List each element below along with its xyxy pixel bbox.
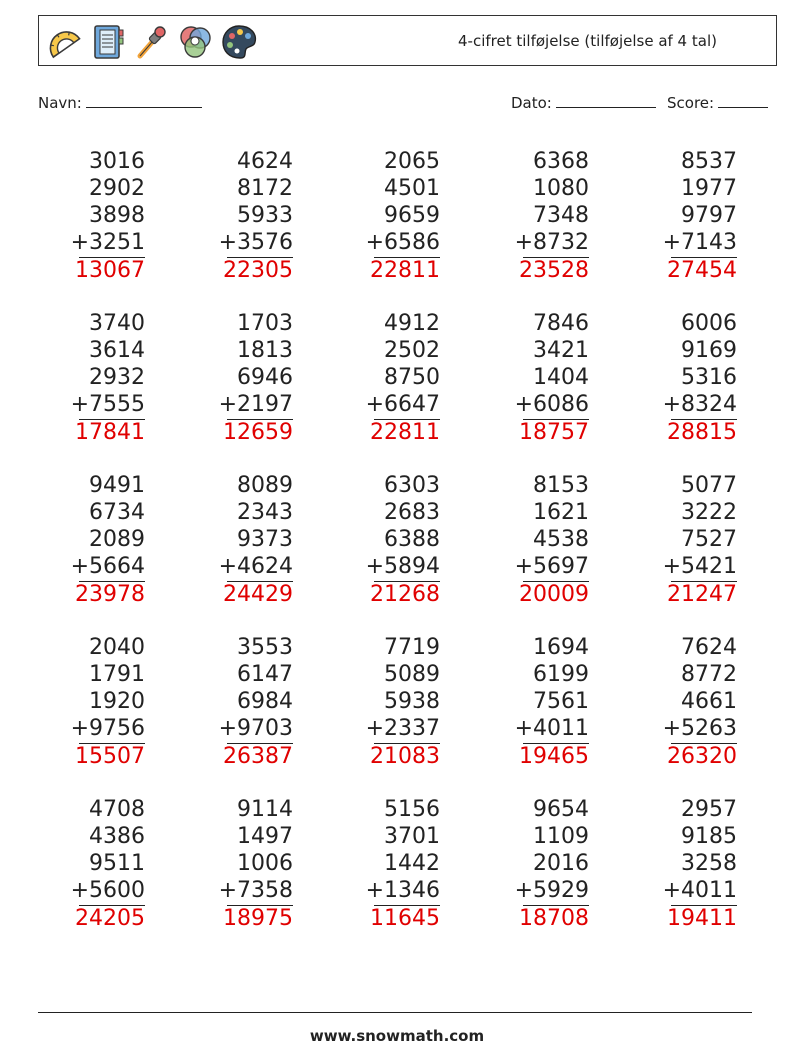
addend: 2343 — [237, 500, 293, 525]
addend-with-plus: +7358 — [218, 878, 293, 903]
addend: 8537 — [681, 149, 737, 174]
addend-with-plus: +8732 — [514, 230, 589, 255]
addend: 5938 — [384, 689, 440, 714]
footer-site: www.snowmath.com — [309, 1027, 485, 1045]
addition-problem — [657, 310, 737, 449]
answer: 18708 — [519, 906, 589, 931]
date-field[interactable] — [511, 93, 656, 112]
addition-problem — [213, 148, 293, 287]
addend: 2957 — [681, 797, 737, 822]
addend: 2016 — [533, 851, 589, 876]
answer: 12659 — [223, 420, 293, 445]
addition-problem — [213, 310, 293, 449]
answer: 21083 — [370, 744, 440, 769]
score-label: Score: — [667, 94, 715, 112]
addend: 1109 — [533, 824, 589, 849]
addend: 1080 — [533, 176, 589, 201]
answer: 23978 — [75, 582, 145, 607]
addend: 5089 — [384, 662, 440, 687]
answer: 22305 — [223, 258, 293, 283]
answer: 19411 — [667, 906, 737, 931]
addend: 7719 — [384, 635, 440, 660]
answer: 27454 — [667, 258, 737, 283]
addend-with-plus: +5664 — [70, 554, 145, 579]
notebook-icon — [87, 21, 127, 63]
addend: 4661 — [681, 689, 737, 714]
addend: 9797 — [681, 203, 737, 228]
addend: 2932 — [89, 365, 145, 390]
addend-with-plus: +5263 — [662, 716, 737, 741]
addend: 8772 — [681, 662, 737, 687]
addend: 4386 — [89, 824, 145, 849]
addend: 4624 — [237, 149, 293, 174]
addend: 7846 — [533, 311, 589, 336]
addend: 9654 — [533, 797, 589, 822]
addition-problem — [360, 310, 440, 449]
addend-with-plus: +8324 — [662, 392, 737, 417]
addend-with-plus: +3251 — [70, 230, 145, 255]
score-blank[interactable] — [718, 93, 768, 108]
addition-problem — [509, 472, 589, 611]
answer: 22811 — [370, 258, 440, 283]
addend-with-plus: +2197 — [218, 392, 293, 417]
answer: 21247 — [667, 582, 737, 607]
addition-problem — [509, 148, 589, 287]
addend: 9185 — [681, 824, 737, 849]
addend-with-plus: +5421 — [662, 554, 737, 579]
addend: 3421 — [533, 338, 589, 363]
addend: 1621 — [533, 500, 589, 525]
addition-problem — [65, 310, 145, 449]
addend: 9169 — [681, 338, 737, 363]
answer: 23528 — [519, 258, 589, 283]
addend: 3614 — [89, 338, 145, 363]
addend: 2065 — [384, 149, 440, 174]
worksheet-header — [38, 15, 777, 66]
addend: 6006 — [681, 311, 737, 336]
addend: 6368 — [533, 149, 589, 174]
addition-problem — [360, 148, 440, 287]
addend: 6199 — [533, 662, 589, 687]
paint-palette-icon — [219, 21, 259, 63]
addition-problem — [509, 310, 589, 449]
addend: 2089 — [89, 527, 145, 552]
addend: 1977 — [681, 176, 737, 201]
addend: 8153 — [533, 473, 589, 498]
addend: 9114 — [237, 797, 293, 822]
protractor-icon — [43, 21, 83, 63]
addend: 1006 — [237, 851, 293, 876]
name-blank[interactable] — [86, 93, 202, 108]
answer: 18975 — [223, 906, 293, 931]
addition-problem — [657, 148, 737, 287]
answer: 15507 — [75, 744, 145, 769]
addition-problem — [509, 634, 589, 773]
answer: 24429 — [223, 582, 293, 607]
addend: 2683 — [384, 500, 440, 525]
answer: 19465 — [519, 744, 589, 769]
addend: 3553 — [237, 635, 293, 660]
addend-with-plus: +5697 — [514, 554, 589, 579]
addend-with-plus: +4011 — [662, 878, 737, 903]
answer: 21268 — [370, 582, 440, 607]
score-field[interactable] — [667, 93, 768, 112]
addend-with-plus: +9756 — [70, 716, 145, 741]
addition-problem — [360, 634, 440, 773]
addition-problem — [657, 472, 737, 611]
addend: 3016 — [89, 149, 145, 174]
addition-problem — [360, 796, 440, 935]
addend: 7561 — [533, 689, 589, 714]
addend: 5077 — [681, 473, 737, 498]
addend: 6946 — [237, 365, 293, 390]
addition-problem — [657, 796, 737, 935]
addend-with-plus: +5600 — [70, 878, 145, 903]
addend: 3258 — [681, 851, 737, 876]
color-wheel-icon — [175, 21, 215, 63]
addition-problem — [657, 634, 737, 773]
addition-problem — [65, 148, 145, 287]
addend: 1404 — [533, 365, 589, 390]
answer: 11645 — [370, 906, 440, 931]
addend-with-plus: +6586 — [365, 230, 440, 255]
addition-problem — [213, 796, 293, 935]
addition-problem — [509, 796, 589, 935]
addend: 1813 — [237, 338, 293, 363]
addend: 6147 — [237, 662, 293, 687]
addend: 9373 — [237, 527, 293, 552]
addend: 4708 — [89, 797, 145, 822]
addend: 6984 — [237, 689, 293, 714]
eyedropper-icon — [131, 21, 171, 63]
answer: 18757 — [519, 420, 589, 445]
addend: 7348 — [533, 203, 589, 228]
addition-problem — [360, 472, 440, 611]
addend: 5156 — [384, 797, 440, 822]
date-blank[interactable] — [556, 93, 656, 108]
addend-with-plus: +6086 — [514, 392, 589, 417]
addend-with-plus: +3576 — [218, 230, 293, 255]
addend-with-plus: +6647 — [365, 392, 440, 417]
answer: 13067 — [75, 258, 145, 283]
addend: 3222 — [681, 500, 737, 525]
answer: 26320 — [667, 744, 737, 769]
addend-with-plus: +5894 — [365, 554, 440, 579]
name-field[interactable] — [38, 93, 202, 112]
addend: 2902 — [89, 176, 145, 201]
addend: 3740 — [89, 311, 145, 336]
addend: 6303 — [384, 473, 440, 498]
addend: 8172 — [237, 176, 293, 201]
addition-problem — [213, 472, 293, 611]
addition-problem — [213, 634, 293, 773]
worksheet-title: 4-cifret tilføjelse (tilføjelse af 4 tal) — [458, 32, 717, 50]
addend: 9659 — [384, 203, 440, 228]
header-icons — [43, 21, 259, 63]
answer: 24205 — [75, 906, 145, 931]
answer: 17841 — [75, 420, 145, 445]
date-label: Dato: — [511, 94, 552, 112]
name-label: Navn: — [38, 94, 82, 112]
addend: 3701 — [384, 824, 440, 849]
addition-problem — [65, 634, 145, 773]
answer: 20009 — [519, 582, 589, 607]
addend: 1442 — [384, 851, 440, 876]
addend: 4538 — [533, 527, 589, 552]
addend: 6388 — [384, 527, 440, 552]
addend: 4501 — [384, 176, 440, 201]
addend: 5933 — [237, 203, 293, 228]
addend-with-plus: +2337 — [365, 716, 440, 741]
addend: 1791 — [89, 662, 145, 687]
addition-problem — [65, 472, 145, 611]
addend: 7527 — [681, 527, 737, 552]
addend: 9511 — [89, 851, 145, 876]
addend: 4912 — [384, 311, 440, 336]
addend-with-plus: +4011 — [514, 716, 589, 741]
addend: 7624 — [681, 635, 737, 660]
answer: 26387 — [223, 744, 293, 769]
addend: 8089 — [237, 473, 293, 498]
addend: 3898 — [89, 203, 145, 228]
addend: 5316 — [681, 365, 737, 390]
addend-with-plus: +5929 — [514, 878, 589, 903]
addend: 1920 — [89, 689, 145, 714]
addend: 1694 — [533, 635, 589, 660]
answer: 28815 — [667, 420, 737, 445]
addend: 8750 — [384, 365, 440, 390]
addend-with-plus: +4624 — [218, 554, 293, 579]
answer: 22811 — [370, 420, 440, 445]
addend: 9491 — [89, 473, 145, 498]
addend: 1497 — [237, 824, 293, 849]
addend-with-plus: +1346 — [365, 878, 440, 903]
addend-with-plus: +9703 — [218, 716, 293, 741]
addend: 6734 — [89, 500, 145, 525]
footer-divider — [38, 1012, 752, 1013]
addend: 1703 — [237, 311, 293, 336]
addend: 2040 — [89, 635, 145, 660]
addition-problem — [65, 796, 145, 935]
addend-with-plus: +7143 — [662, 230, 737, 255]
addend: 2502 — [384, 338, 440, 363]
addend-with-plus: +7555 — [70, 392, 145, 417]
